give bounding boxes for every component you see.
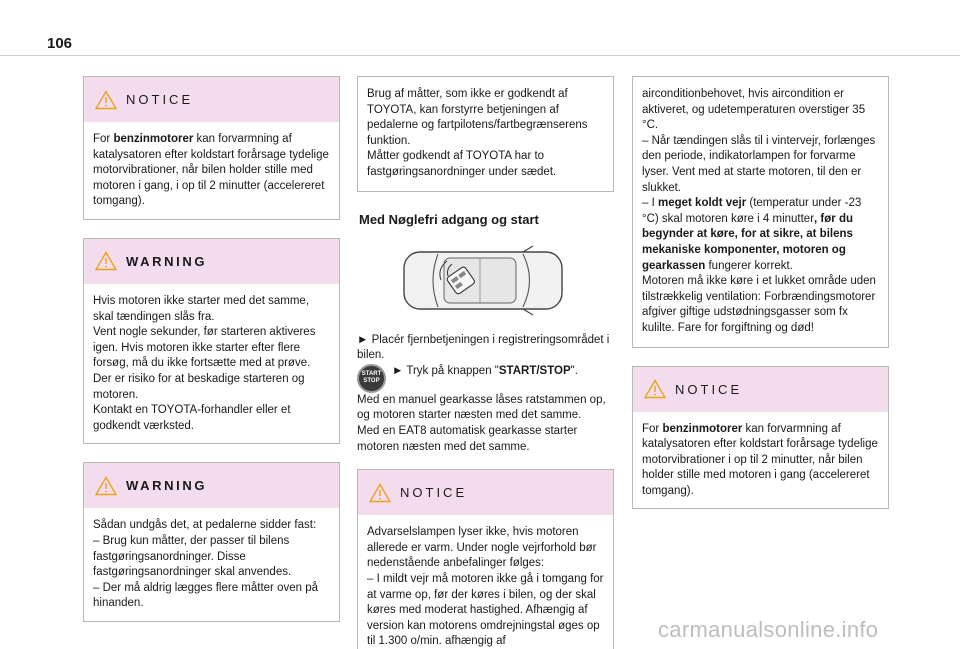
paragraph: – Brug kun måtter, der passer til bilens fastgøringsanordninger. Disse fastgøringsanordninger skal anvendes. — [93, 534, 292, 579]
continued-warning-box — [357, 76, 614, 192]
page-number: 106 — [47, 35, 73, 52]
caution-triangle-icon — [644, 379, 666, 399]
caution-triangle-icon — [369, 483, 391, 503]
warning-body — [84, 508, 339, 621]
bold-text: , før du begynder at køre, for at sikre, at bilens mekaniske komponenter, motoren og gearkassen — [642, 212, 854, 272]
warning-triangle-icon — [95, 251, 117, 271]
text: kan forvarmning af katalysatoren efter koldstart forårsage tydelige motorvibrationer i op til 2 minutter, når bilen holder stille med motoren i gang (accelereret tomgang). — [642, 422, 878, 497]
paragraph: Motoren må ikke køre i et lukket område uden tilstrækkelig ventilation: Forbrændingsmotorer afgiver giftige udstødningsgasser som fx kulilte. Fare for forgiftning og død! — [642, 275, 876, 334]
warning-box-1 — [83, 238, 340, 444]
paragraph: Med en EAT8 automatisk gearkasse starter motoren næsten med det samme. — [357, 424, 578, 453]
warning-title: WARNING — [126, 253, 208, 269]
caution-triangle-icon — [95, 90, 117, 110]
car-key-zone-illustration — [398, 244, 568, 317]
notice-header — [633, 367, 888, 412]
paragraph: Kontakt en TOYOTA-forhandler eller et godkendt værksted. — [93, 404, 291, 432]
notice-header — [84, 77, 339, 122]
column-2 — [357, 76, 614, 649]
paragraph: – Når tændingen slås til i vintervejr, forlænges den periode, indikatorlampen for forvarme lyser. Vent med at starte motoren, til den er slukket. — [642, 134, 876, 194]
notice-box-1 — [83, 76, 340, 220]
bold-text: START/STOP — [498, 364, 571, 377]
text: ". — [570, 364, 578, 377]
continued-notice-box — [632, 76, 889, 348]
notice-header — [358, 470, 613, 515]
step-2 — [392, 364, 578, 380]
text: For — [93, 133, 114, 145]
header-rule — [0, 55, 960, 56]
paragraph: – I mildt vejr må motoren ikke gå i tomgang for at varme op, før der køres i bilen, og der skal køres med moderat hastighed. Afhængig af version kan motorens omdrejningstal øges op til 1.300 o/min. afhængig af — [367, 572, 604, 648]
continued-warning-body — [358, 77, 613, 191]
watermark: carmanualsonline.info — [658, 617, 879, 642]
text: (temperatur under -23 °C) skal motoren køre i 4 minutter — [642, 197, 862, 225]
bold-text: meget koldt vejr — [657, 197, 747, 210]
text: fungerer korrekt. — [705, 259, 793, 272]
text: For — [642, 422, 663, 435]
warning-triangle-icon — [95, 476, 117, 496]
start-stop-button-icon — [357, 364, 386, 393]
column-1 — [83, 76, 340, 622]
warning-body — [84, 284, 339, 443]
paragraph: airconditionbehovet, hvis aircondition er aktiveret, og udetemperaturen overstiger 35 °C. — [642, 88, 866, 132]
notice-title: NOTICE — [400, 485, 468, 501]
warning-title: WARNING — [126, 478, 208, 494]
bold-text: benzinmotorer — [662, 422, 743, 435]
text: – I — [642, 197, 658, 210]
warning-header — [84, 239, 339, 284]
bold-text: benzinmotorer — [113, 133, 194, 145]
notice-body — [633, 412, 888, 509]
column-3 — [632, 76, 889, 509]
paragraph: Måtter godkendt af TOYOTA har to fastgøringsanordninger under sædet. — [367, 150, 557, 178]
section-title: Med Nøglefri adgang og start — [359, 211, 539, 227]
warning-box-2 — [83, 462, 340, 622]
notice-box-2 — [357, 469, 614, 649]
step-1: ► Placér fjernbetjeningen i registreringsområdet i bilen. — [357, 333, 610, 362]
notice-title: NOTICE — [675, 381, 743, 397]
notice-box-3 — [632, 366, 889, 510]
continued-notice-body — [633, 77, 888, 347]
paragraph: Brug af måtter, som ikke er godkendt af TOYOTA, kan forstyrre betjeningen af pedalerne og fartpilotens/fartbegrænserens funktion. — [367, 88, 588, 147]
icon-label: START — [361, 371, 382, 378]
text: ► Tryk på knappen " — [392, 364, 499, 377]
warning-header — [84, 463, 339, 508]
paragraph: Hvis motoren ikke starter med det samme, skal tændingen slås fra. — [93, 294, 310, 323]
icon-label: STOP — [363, 378, 380, 385]
paragraph: Advarselslampen lyser ikke, hvis motoren allerede er varm. Under nogle vejrforhold bør nedenstående anbefalinger følges: — [367, 526, 597, 570]
notice-title: NOTICE — [126, 92, 194, 107]
text: kan forvarmning af katalysatoren efter koldstart forårsage tydelige motorvibrationer, når bilen holder stille med motoren i gang, i op til 2 minutter (accelereret tomgang). — [93, 133, 329, 208]
paragraph: – Der må aldrig lægges flere måtter oven på hinanden. — [93, 581, 318, 610]
start-instructions — [357, 333, 614, 456]
paragraph: Vent nogle sekunder, før starteren aktiveres igen. Hvis motoren ikke starter efter flere forsøg, må du ikke fortsætte med at prøve. Der er risiko for at beskadige starteren og motoren. — [93, 326, 316, 401]
notice-body — [84, 122, 339, 219]
step-2-row — [357, 364, 614, 393]
paragraph: Sådan undgås det, at pedalerne sidder fast: — [93, 519, 317, 532]
notice-body — [358, 515, 613, 649]
paragraph — [642, 196, 879, 274]
paragraph: Med en manuel gearkasse låses ratstammen op, og motoren starter næsten med det samme. — [357, 393, 606, 422]
